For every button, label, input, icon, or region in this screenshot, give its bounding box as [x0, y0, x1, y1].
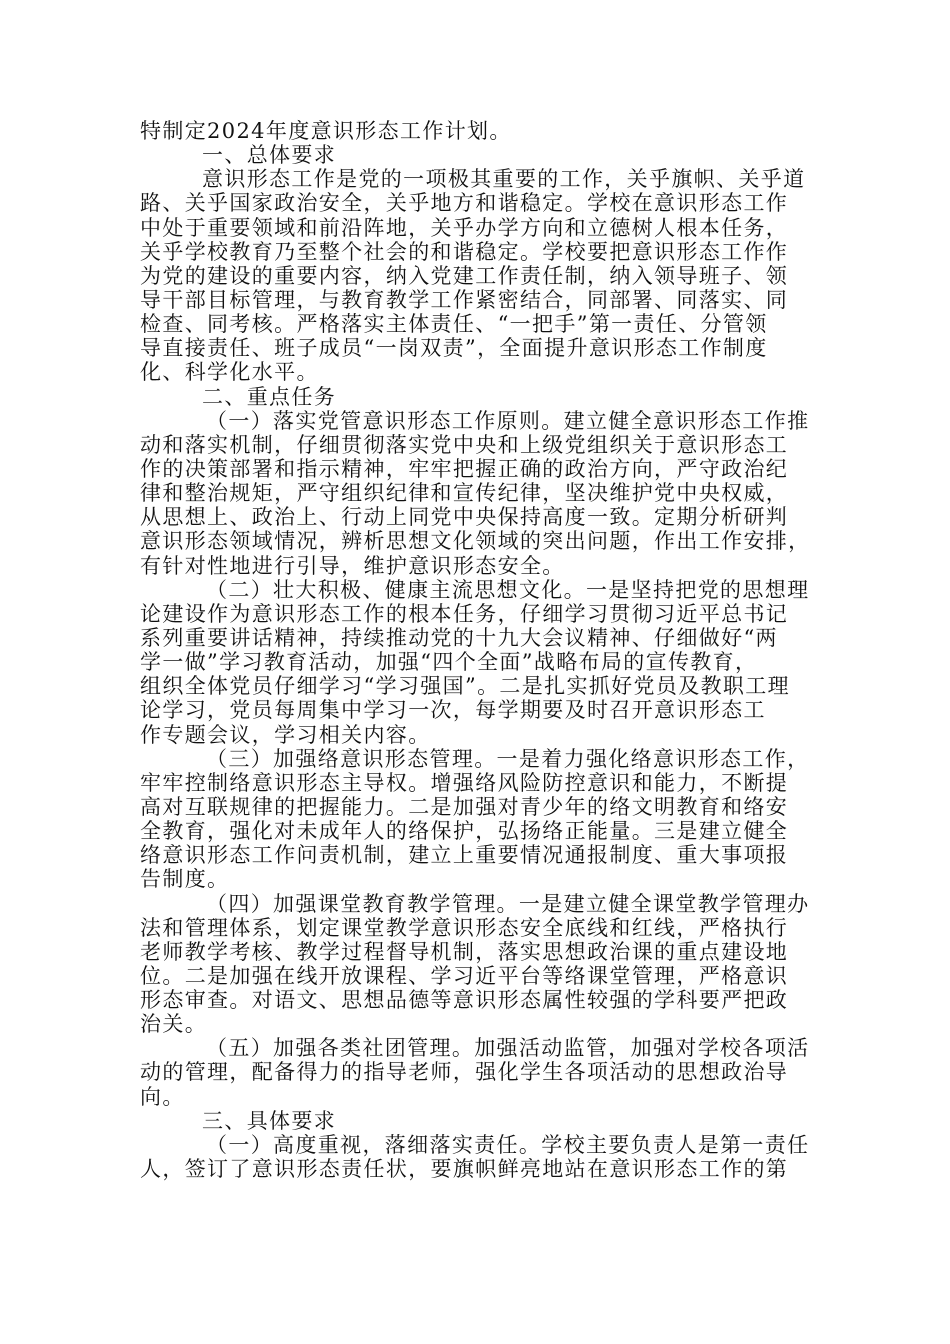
section-1-heading: 一、总体要求 — [202, 143, 337, 168]
paragraph-line: 意识形态领域情况，辨析思想文化领域的突出问题，作出工作安排， — [140, 529, 811, 554]
paragraph-line: （一）落实党管意识形态工作原则。建立健全意识形态工作推 — [206, 408, 810, 433]
section-3-heading: 三、具体要求 — [202, 1108, 337, 1133]
section-1-paragraph — [140, 167, 832, 384]
paragraph-line: 治关。 — [140, 1012, 208, 1037]
paragraph-line: 位。二是加强在线开放课程、学习近平台等络课堂管理，严格意识 — [140, 963, 789, 988]
paragraph-line: 牢牢控制络意识形态主导权。增强络风险防控意识和能力，不断提 — [140, 770, 789, 795]
paragraph-line: 律和整治规矩，严守组织纪律和宣传纪律，坚决维护党中央权威， — [140, 481, 789, 506]
intro-line: 特制定2024年度意识形态工作计划。 — [140, 119, 512, 143]
paragraph-line: 组织全体党员仔细学习“学习强国”。二是扎实抓好党员及教职工理 — [140, 674, 790, 699]
paragraph-line: 为党的建设的重要内容，纳入党建工作责任制，纳入领导班子、领 — [140, 263, 789, 288]
section-2-item-4 — [140, 892, 832, 1037]
paragraph-line: 形态审查。对语文、思想品德等意识形态属性较强的学科要严把政 — [140, 988, 789, 1013]
paragraph-line: 法和管理体系，划定课堂教学意识形态安全底线和红线，严格执行 — [140, 915, 789, 940]
section-3-item-1 — [140, 1133, 832, 1181]
paragraph-line: （三）加强络意识形态管理。一是着力强化络意识形态工作， — [206, 746, 810, 771]
paragraph-line: 老师教学考核、教学过程督导机制，落实思想政治课的重点建设地 — [140, 939, 789, 964]
paragraph-line: 论学习，党员每周集中学习一次，每学期要及时召开意识形态工 — [140, 698, 766, 723]
paragraph-line: 动和落实机制，仔细贯彻落实党中央和上级党组织关于意识形态工 — [140, 432, 789, 457]
paragraph-line: 作专题会议，学习相关内容。 — [140, 722, 431, 747]
section-2-item-5 — [140, 1036, 832, 1108]
section-2-heading: 二、重点任务 — [202, 384, 337, 409]
paragraph-line: 动的管理，配备得力的指导老师，强化学生各项活动的思想政治导 — [140, 1060, 789, 1085]
paragraph-line: 中处于重要领域和前沿阵地，关乎办学方向和立德树人根本任务， — [140, 215, 789, 240]
paragraph-line: 关乎学校教育乃至整个社会的和谐稳定。学校要把意识形态工作作 — [140, 239, 789, 264]
paragraph-line: 高对互联规律的把握能力。二是加强对青少年的络文明教育和络安 — [140, 794, 789, 819]
paragraph-line: 作的决策部署和指示精神，牢牢把握正确的政治方向，严守政治纪 — [140, 456, 789, 481]
paragraph-line: 络意识形态工作问责机制，建立上重要情况通报制度、重大事项报 — [140, 843, 789, 868]
paragraph-line: 检查、同考核。严格落实主体责任、“一把手”第一责任、分管领 — [140, 312, 768, 337]
paragraph-line: 向。 — [140, 1084, 185, 1109]
paragraph-line: （五）加强各类社团管理。加强活动监管，加强对学校各项活 — [206, 1036, 810, 1061]
paragraph-line: 导干部目标管理，与教育教学工作紧密结合，同部署、同落实、同 — [140, 287, 789, 312]
paragraph-line: 系列重要讲话精神，持续推动党的十九大会议精神、仔细做好“两 — [140, 625, 778, 650]
paragraph-line: 化、科学化水平。 — [140, 360, 319, 385]
paragraph-line: （四）加强课堂教育教学管理。一是建立健全课堂教学管理办 — [206, 891, 810, 916]
paragraph-line: 人，签订了意识形态责任状，要旗帜鲜亮地站在意识形态工作的第 — [140, 1157, 789, 1182]
paragraph-line: 论建设作为意识形态工作的根本任务，仔细学习贯彻习近平总书记 — [140, 601, 789, 626]
paragraph-line: 全教育，强化对未成年人的络保护，弘扬络正能量。三是建立健全 — [140, 819, 789, 844]
paragraph-line: （一）高度重视，落细落实责任。学校主要负责人是第一责任 — [206, 1132, 810, 1157]
document-page — [140, 119, 832, 1181]
paragraph-line: 从思想上、政治上、行动上同党中央保持高度一致。定期分析研判 — [140, 505, 789, 530]
section-2-item-1 — [140, 409, 832, 578]
paragraph-line: （二）壮大积极、健康主流思想文化。一是坚持把党的思想理 — [206, 577, 810, 602]
paragraph-line: 学一做”学习教育活动，加强“四个全面”战略布局的宣传教育， — [140, 650, 758, 675]
section-2-item-3 — [140, 747, 832, 892]
paragraph-line: 意识形态工作是党的一项极其重要的工作，关乎旗帜、关乎道 — [202, 167, 806, 192]
section-2-item-2 — [140, 578, 832, 747]
paragraph-line: 告制度。 — [140, 867, 230, 892]
paragraph-line: 导直接责任、班子成员“一岗双责”，全面提升意识形态工作制度 — [140, 336, 768, 361]
paragraph-line: 路、关乎国家政治安全，关乎地方和谐稳定。学校在意识形态工作 — [140, 191, 789, 216]
paragraph-line: 有针对性地进行引导，维护意识形态安全。 — [140, 553, 565, 578]
